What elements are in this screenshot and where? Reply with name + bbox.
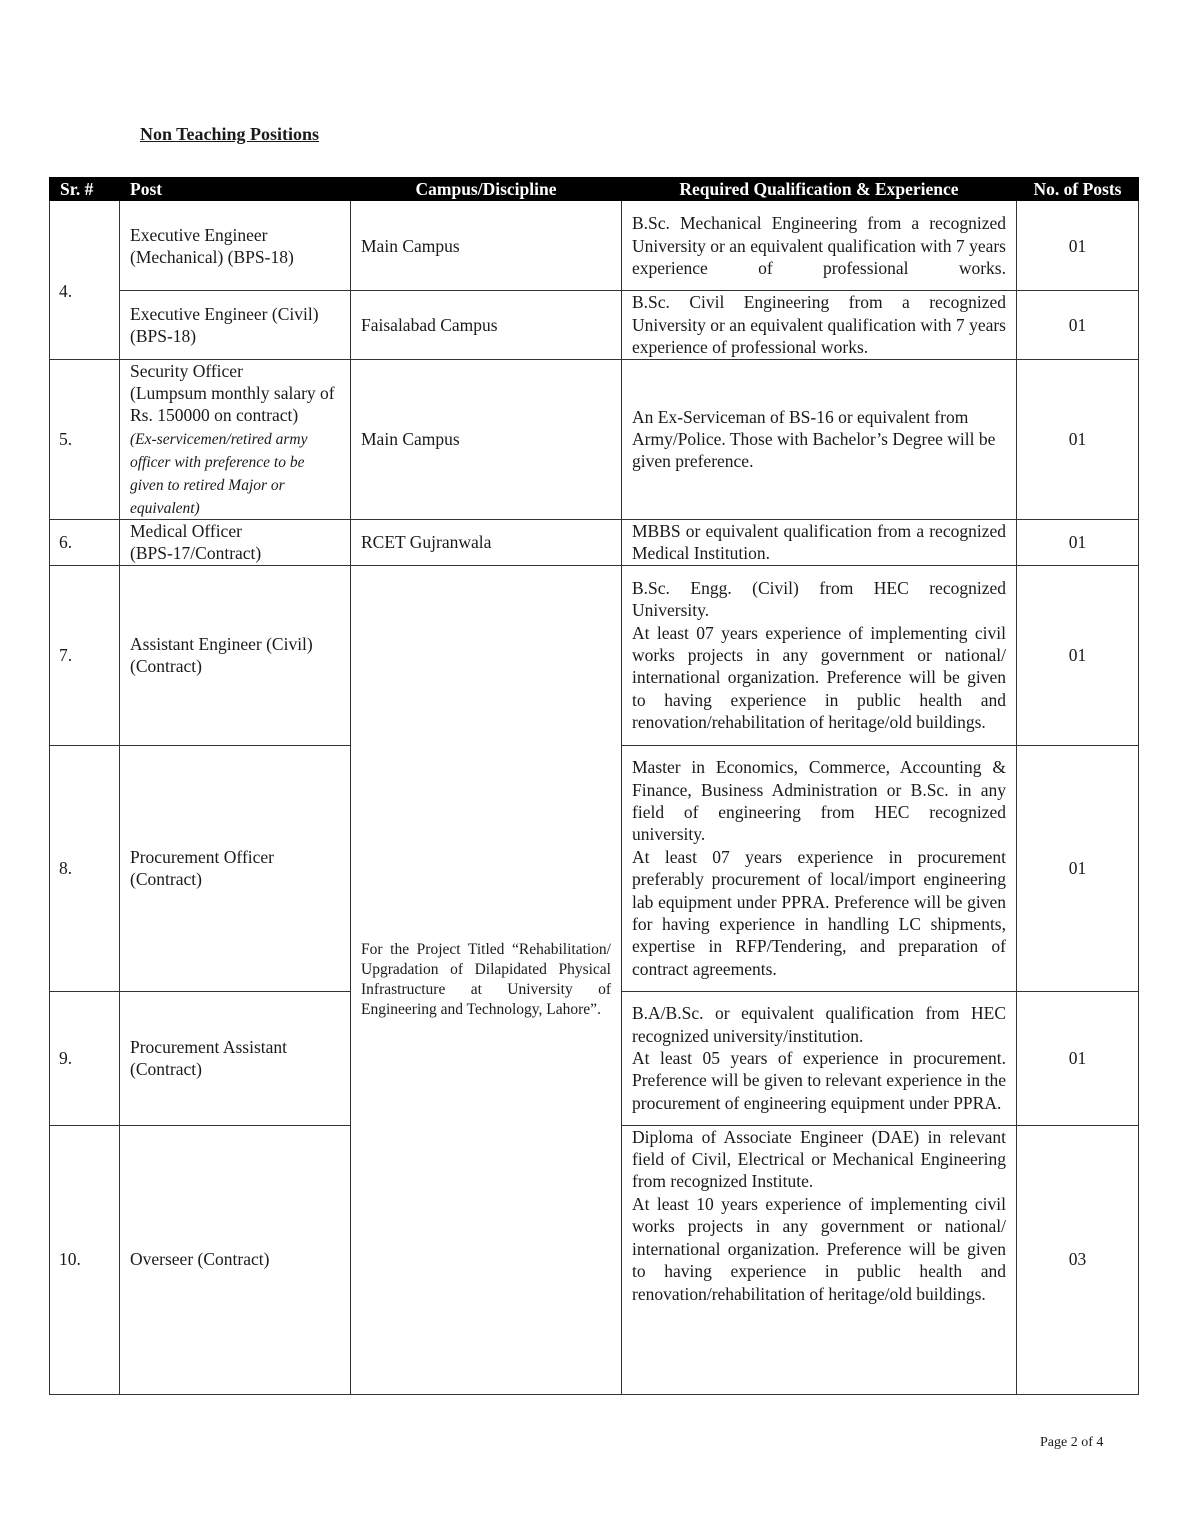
posts-cell: 01 — [1017, 359, 1139, 519]
posts-cell: 01 — [1017, 565, 1139, 745]
post-title: Executive Engineer — [130, 224, 268, 245]
qualification-cell — [622, 565, 1017, 745]
post-title: Overseer (Contract) — [130, 1249, 270, 1270]
qualification-degree: B.A/B.Sc. or equivalent qualification from HEC recognized university/institution. — [632, 1003, 1006, 1046]
posts-cell: 01 — [1017, 519, 1139, 565]
sr-cell: 4. — [50, 201, 120, 359]
qualification-degree: Master in Economics, Commerce, Accounting & Finance, Business Administration or B.Sc. in any field of engineering from HEC recognized university. — [632, 757, 1006, 845]
campus-cell: Main Campus — [351, 201, 622, 291]
header-post: Post — [120, 178, 351, 201]
table-row — [50, 519, 1139, 565]
qualification-cell — [622, 745, 1017, 991]
sr-cell: 5. — [50, 359, 120, 519]
qualification-cell: An Ex-Serviceman of BS-16 or equivalent from Army/Police. Those with Bachelor’s Degree will be given preference. — [622, 359, 1017, 519]
post-cell — [120, 359, 351, 519]
header-posts: No. of Posts — [1017, 178, 1139, 201]
sr-cell: 9. — [50, 991, 120, 1125]
table-row — [50, 201, 1139, 291]
header-sr: Sr. # — [50, 178, 120, 201]
qualification-cell — [622, 1125, 1017, 1394]
post-salary: (Lumpsum monthly salary of Rs. 150000 on contract) — [130, 383, 335, 426]
qualification-cell: B.Sc. Civil Engineering from a recognized University or an equivalent qualification with 7 years experience of professional works. — [622, 291, 1017, 359]
post-cell — [120, 291, 351, 359]
qualification-experience: At least 05 years of experience in procurement. Preference will be given to relevant experience in the procurement of engineering equipment under PPRA. — [632, 1047, 1006, 1113]
sr-cell: 10. — [50, 1125, 120, 1394]
table-row — [50, 291, 1139, 359]
posts-cell: 03 — [1017, 1125, 1139, 1394]
qualification-degree: B.Sc. Engg. (Civil) from HEC recognized University. — [632, 577, 1006, 621]
post-cell — [120, 201, 351, 291]
post-title: Medical Officer — [130, 520, 242, 541]
post-note: (Ex-servicemen/retired army officer with preference to be given to retired Major or equivalent) — [130, 430, 308, 517]
post-cell — [120, 1125, 351, 1394]
post-title: Procurement Officer — [130, 846, 274, 867]
qualification-experience: At least 07 years experience of implementing civil works projects in any government or national/ international organization. Preference will be given to having experience in public health and renovation/rehabilitation of heritage/old buildings. — [632, 622, 1006, 733]
post-cell — [120, 519, 351, 565]
header-qualification: Required Qualification & Experience — [622, 178, 1017, 201]
posts-cell: 01 — [1017, 745, 1139, 991]
header-campus: Campus/Discipline — [351, 178, 622, 201]
campus-cell: Main Campus — [351, 359, 622, 519]
post-cell — [120, 991, 351, 1125]
page-number: Page 2 of 4 — [1040, 1435, 1104, 1450]
campus-cell: Faisalabad Campus — [351, 291, 622, 359]
post-title: Executive Engineer (Civil) — [130, 303, 319, 324]
post-title: Security Officer — [130, 360, 243, 381]
post-grade: (Contract) — [130, 1059, 202, 1080]
qualification-degree: Diploma of Associate Engineer (DAE) in relevant field of Civil, Electrical or Mechanical Engineering from recognized Institute. — [632, 1126, 1006, 1192]
posts-cell: 01 — [1017, 201, 1139, 291]
qualification-experience: At least 07 years experience in procurement preferably procurement of local/import engineering lab equipment under PPRA. Preference will be given for having experience in handling LC shipments, expertise in RFP/Tendering, and preparation of contract agreements. — [632, 846, 1006, 979]
campus-cell: RCET Gujranwala — [351, 519, 622, 565]
sr-cell: 8. — [50, 745, 120, 991]
sr-cell: 7. — [50, 565, 120, 745]
qualification-cell: MBBS or equivalent qualification from a recognized Medical Institution. — [622, 519, 1017, 565]
table-header-row — [50, 178, 1139, 201]
post-grade: (Mechanical) (BPS-18) — [130, 246, 294, 267]
post-grade: (BPS-17/Contract) — [130, 543, 262, 564]
project-campus-cell: For the Project Titled “Rehabilitation/ Upgradation of Dilapidated Physical Infrastructure at University of Engineering and Technology, Lahore”. — [351, 565, 622, 1394]
post-cell — [120, 745, 351, 991]
post-grade: (Contract) — [130, 869, 202, 890]
table-row — [50, 359, 1139, 519]
sr-cell: 6. — [50, 519, 120, 565]
qualification-experience: At least 10 years experience of implementing civil works projects in any government or national/ international organization. Preference will be given to having experience in public health and renovation/rehabilitation of heritage/old buildings. — [632, 1193, 1006, 1304]
post-cell — [120, 565, 351, 745]
post-grade: (Contract) — [130, 656, 202, 677]
posts-cell: 01 — [1017, 291, 1139, 359]
qualification-cell: B.Sc. Mechanical Engineering from a recognized University or an equivalent qualification with 7 years experience of professional works. — [622, 201, 1017, 291]
qualification-cell — [622, 991, 1017, 1125]
post-title: Assistant Engineer (Civil) — [130, 633, 313, 654]
post-grade: (BPS-18) — [130, 326, 197, 347]
section-title: Non Teaching Positions — [140, 124, 320, 144]
post-title: Procurement Assistant — [130, 1036, 287, 1057]
table-row — [50, 565, 1139, 745]
positions-table — [49, 177, 1139, 1395]
posts-cell: 01 — [1017, 991, 1139, 1125]
